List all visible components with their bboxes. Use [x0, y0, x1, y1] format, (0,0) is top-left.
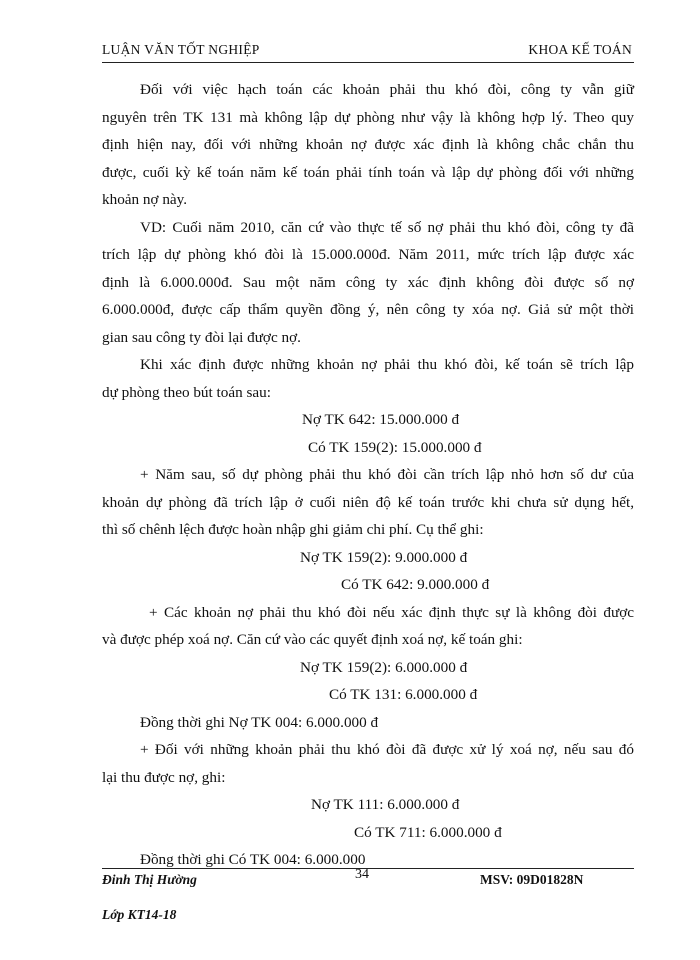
paragraph-line: dự phòng theo bút toán sau:: [102, 383, 271, 401]
paragraph-line: 6.000.000đ, được cấp thẩm quyền đồng ý, nên công ty xóa nợ. Giả sử một thời: [102, 301, 634, 318]
paragraph-line: Khi xác định được những khoản nợ phải thu khó đòi, kế toán sẽ trích lập: [140, 356, 634, 373]
footer-author: Đinh Thị Hường: [102, 872, 197, 887]
journal-entry-credit: Có TK 642: 9.000.000 đ: [341, 576, 490, 593]
footer-student-id: MSV: 09D01828N: [480, 872, 584, 887]
paragraph-line: và được phép xoá nợ. Căn cứ vào các quyết định xoá nợ, kế toán ghi:: [102, 631, 523, 648]
header-thesis-title: LUẬN VĂN TỐT NGHIỆP: [102, 42, 260, 57]
paragraph-line: lại thu được nợ, ghi:: [102, 768, 226, 786]
page-footer: [102, 868, 634, 891]
document-body: [102, 76, 634, 874]
journal-entry-debit: Nợ TK 111: 6.000.000 đ: [311, 796, 460, 813]
journal-entry-credit: Có TK 159(2): 15.000.000 đ: [308, 438, 482, 456]
paragraph-line: + Đối với những khoản phải thu khó đòi đã được xử lý xoá nợ, nếu sau đó: [140, 741, 634, 758]
paragraph-line: định hiện nay, đối với những khoản nợ được xác định là không chắc chắn thu: [102, 136, 634, 153]
paragraph-line: khoản dự phòng đã trích lập ở cuối niên độ kế toán trước khi chưa sử dụng hết,: [102, 493, 634, 511]
paragraph-line: + Các khoản nợ phải thu khó đòi nếu xác định thực sự là không đòi được: [149, 603, 634, 621]
paragraph-line: Đồng thời ghi Nợ TK 004: 6.000.000 đ: [140, 713, 379, 731]
footer-class: Lớp KT14-18: [102, 907, 177, 922]
paragraph-line: khoản nợ này.: [102, 191, 188, 208]
paragraph-line: được, cuối kỳ kế toán năm kế toán phải tính toán và lập dự phòng đối với những: [102, 163, 634, 181]
journal-entry-credit: Có TK 131: 6.000.000 đ: [329, 686, 478, 703]
paragraph-line: gian sau công ty đòi lại được nợ.: [102, 328, 301, 346]
journal-entry-debit: Nợ TK 159(2): 9.000.000 đ: [300, 548, 468, 566]
paragraph-line: trích lập dự phòng khó đòi là 15.000.000đ. Năm 2011, mức trích lập được xác: [102, 246, 634, 263]
page-number: 34: [355, 867, 369, 882]
paragraph-line: định là 6.000.000đ. Sau một năm công ty xác định không đòi được số nợ: [102, 273, 634, 291]
paragraph-line: + Năm sau, số dự phòng phải thu khó đòi cần trích lập nhỏ hơn số dư của: [140, 466, 634, 483]
paragraph-line: nguyên trên TK 131 mà không lập dự phòng như vậy là không hợp lý. Theo quy: [102, 108, 634, 126]
paragraph-line: VD: Cuối năm 2010, căn cứ vào thực tế số nợ phải thu khó đòi, công ty đã: [140, 218, 634, 236]
journal-entry-credit: Có TK 711: 6.000.000 đ: [354, 823, 502, 841]
header-faculty: KHOA KẾ TOÁN: [528, 42, 632, 57]
journal-entry-debit: Nợ TK 159(2): 6.000.000 đ: [300, 658, 468, 676]
paragraph-line: Đối với việc hạch toán các khoản phải thu khó đòi, công ty vẫn giữ: [140, 81, 634, 98]
paragraph-line: thì số chênh lệch được hoàn nhập ghi giảm chi phí. Cụ thể ghi:: [102, 521, 484, 538]
journal-entry-debit: Nợ TK 642: 15.000.000 đ: [302, 411, 460, 428]
page-header: [102, 42, 634, 63]
paragraph-line: Đồng thời ghi Có TK 004: 6.000.000: [140, 851, 366, 868]
